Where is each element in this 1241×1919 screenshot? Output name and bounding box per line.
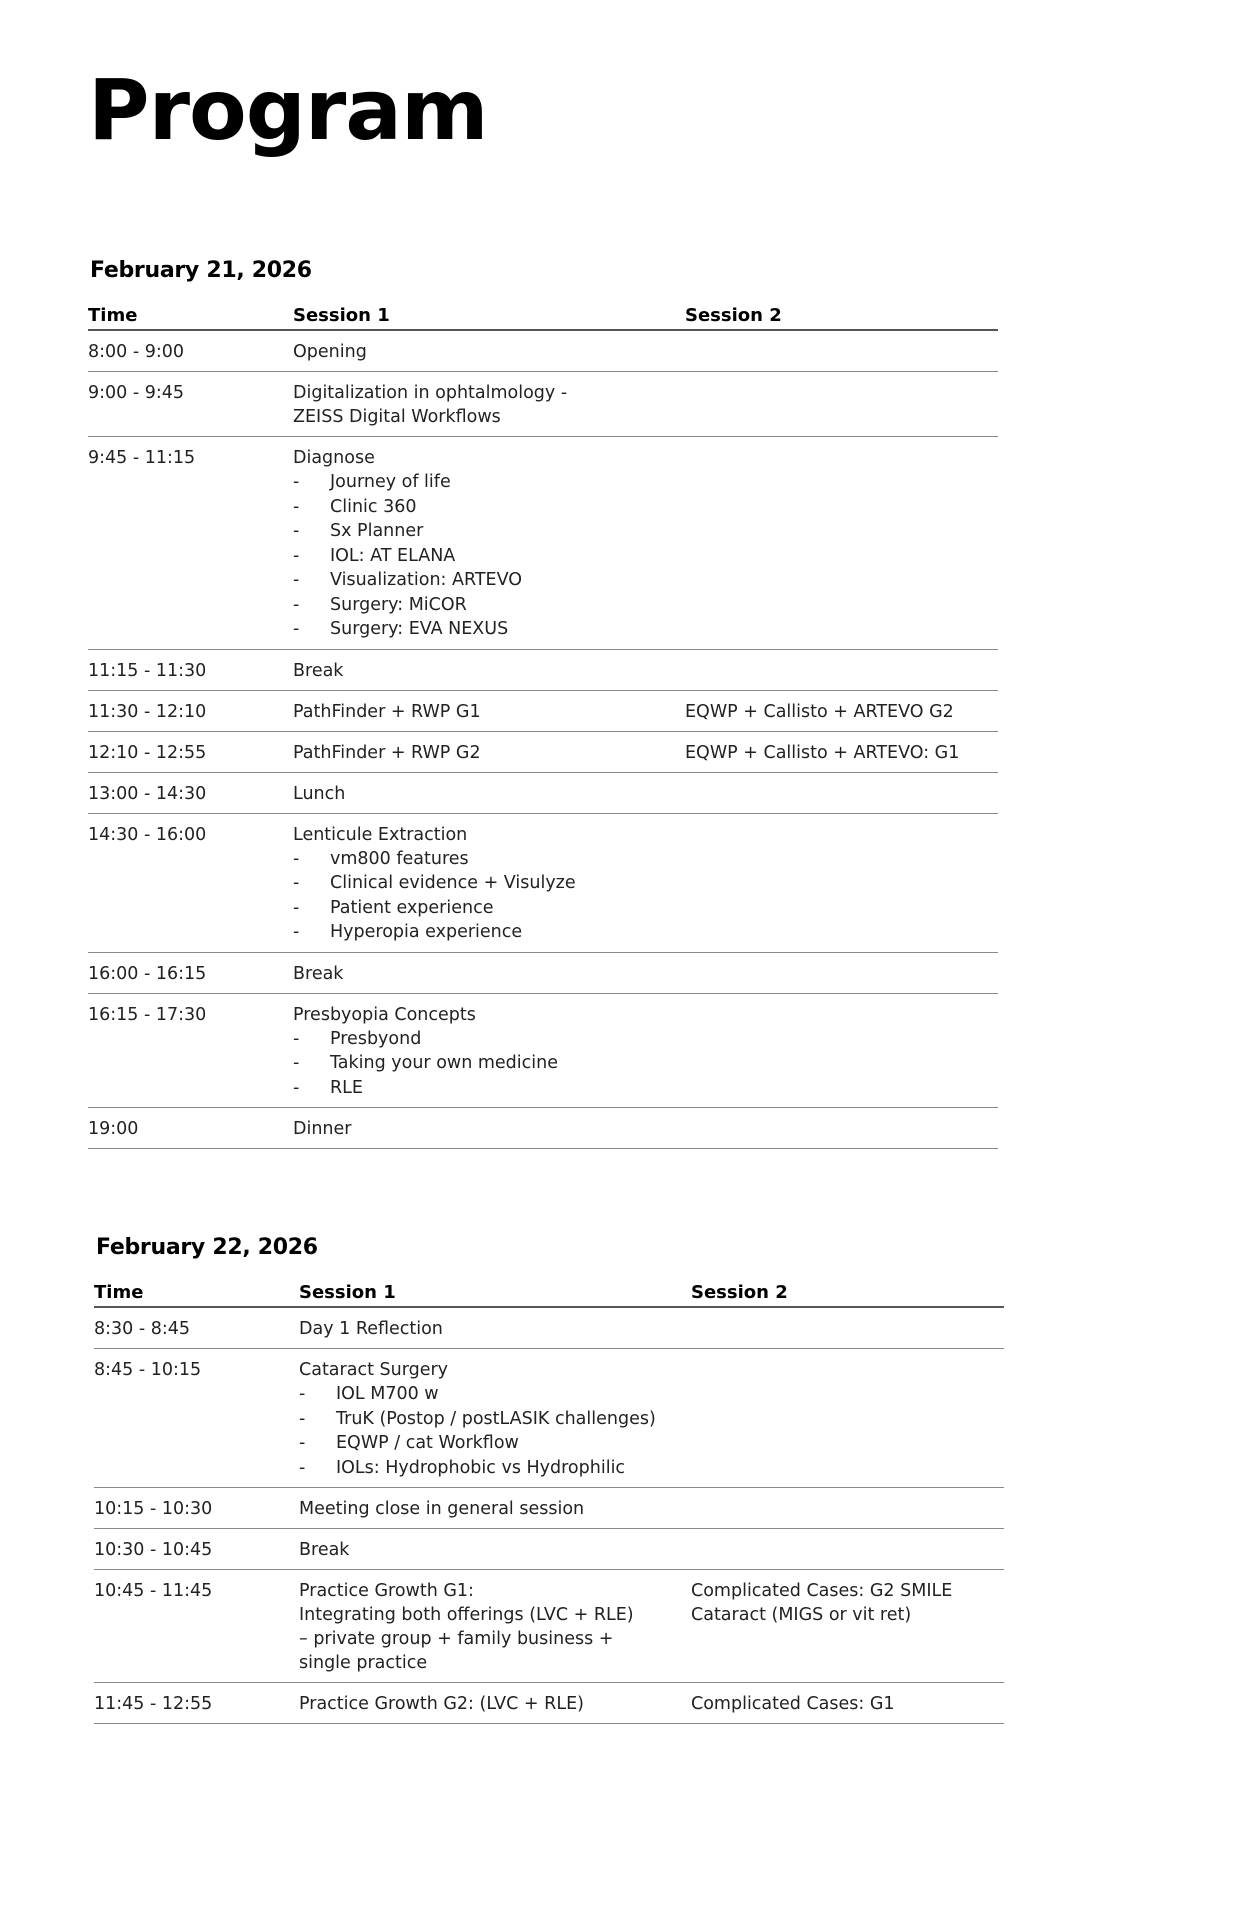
session-title-line: – private group + family business + [299,1629,614,1649]
table-row [94,1488,1004,1529]
session-title-line: Day 1 Reflection [299,1319,443,1339]
session-title-line: EQWP + Callisto + ARTEVO: G1 [685,742,960,763]
table-row [88,372,998,437]
topic-label: Surgery: EVA NEXUS [330,619,509,639]
session-1-cell [293,690,685,731]
schedule-body [88,330,998,1149]
topic-item [293,896,685,921]
session-title-line: Complicated Cases: G1 [691,1694,895,1714]
session-1-cell [299,1683,691,1724]
table-row [94,1349,1004,1488]
session-title-line: Lunch [293,783,346,804]
dash-bullet-icon: - [293,922,300,942]
dash-bullet-icon: - [293,619,300,639]
column-header-time: Time [94,1282,299,1307]
session-2-cell [685,690,998,731]
time-cell: 16:15 - 17:30 [88,993,293,1108]
session-1-cell [299,1488,691,1529]
topic-label: Journey of life [330,472,451,492]
session-title-line: single practice [299,1653,428,1673]
topic-label: Taking your own medicine [330,1053,558,1073]
session-title-line: Lenticule Extraction [293,824,468,845]
topic-item [299,1382,691,1407]
session-2-cell [685,437,998,650]
table-row [94,1307,1004,1349]
table-row [88,690,998,731]
session-2-cell [685,993,998,1108]
topic-item [293,470,685,495]
topic-label: Visualization: ARTEVO [330,570,523,590]
day-date: February 21, 2026 [90,258,312,283]
time-cell: 9:00 - 9:45 [88,372,293,437]
table-row [88,1108,998,1149]
time-cell: 12:10 - 12:55 [88,731,293,772]
session-title-line: Practice Growth G2: (LVC + RLE) [299,1694,584,1714]
topic-item [293,617,685,642]
time-cell: 10:45 - 11:45 [94,1570,299,1683]
schedule-body [94,1307,1004,1724]
table-row [88,330,998,372]
session-2-cell [691,1349,1004,1488]
session-1-cell [293,372,685,437]
session-2-cell [691,1307,1004,1349]
table-row [88,772,998,813]
column-header-session-2: Session 2 [691,1282,1004,1307]
topic-list [299,1382,691,1480]
time-cell: 8:00 - 9:00 [88,330,293,372]
time-cell: 9:45 - 11:15 [88,437,293,650]
column-header-time: Time [88,305,293,330]
topic-item [299,1407,691,1432]
table-row [94,1683,1004,1724]
page-title: Program [88,61,488,159]
session-title-line: Opening [293,342,367,362]
topic-label: Sx Planner [330,521,424,541]
dash-bullet-icon: - [293,570,300,590]
session-title-line: Meeting close in general session [299,1499,585,1519]
dash-bullet-icon: - [293,545,300,566]
topic-list [293,847,685,945]
topic-label: Presbyond [330,1028,422,1049]
topic-item [299,1431,691,1456]
session-1-cell [293,437,685,650]
schedule-table [94,1282,1004,1724]
session-title-line: Complicated Cases: G2 SMILE [691,1581,953,1601]
topic-label: Hyperopia experience [330,922,523,942]
session-2-cell [685,731,998,772]
session-1-cell [293,731,685,772]
topic-item [293,847,685,872]
table-header-row [88,305,998,330]
day-section-feb-22 [94,1235,1004,1724]
session-title-line: Presbyopia Concepts [293,1004,476,1025]
session-1-cell [299,1349,691,1488]
dash-bullet-icon: - [293,1028,300,1049]
session-1-cell [299,1529,691,1570]
topic-label: IOL M700 w [336,1384,439,1404]
session-1-cell [299,1570,691,1683]
topic-item [293,920,685,945]
table-row [88,731,998,772]
session-1-cell [299,1307,691,1349]
topic-label: vm800 features [330,848,469,869]
dash-bullet-icon: - [293,848,300,869]
topic-item [293,1027,685,1052]
time-cell: 11:30 - 12:10 [88,690,293,731]
topic-label: TruK (Postop / postLASIK challenges) [336,1408,656,1429]
session-title-line: Integrating both offerings (LVC + RLE) [299,1605,634,1625]
session-2-cell [691,1570,1004,1683]
session-1-cell [293,813,685,952]
dash-bullet-icon: - [293,897,300,918]
session-2-cell [685,330,998,372]
topic-label: Clinic 360 [330,496,417,517]
session-title-line: Cataract (MIGS or vit ret) [691,1605,912,1625]
session-title-line: Dinner [293,1119,352,1139]
topic-label: EQWP / cat Workflow [336,1433,519,1453]
table-row [88,993,998,1108]
dash-bullet-icon: - [293,1053,300,1073]
time-cell: 16:00 - 16:15 [88,952,293,993]
topic-item [293,495,685,520]
table-row [88,952,998,993]
time-cell: 13:00 - 14:30 [88,772,293,813]
session-title-line: Digitalization in ophtalmology - [293,383,568,403]
topic-item [293,593,685,618]
topic-item [293,519,685,544]
session-1-cell [293,952,685,993]
topic-item [293,1051,685,1076]
table-row [88,649,998,690]
session-2-cell [691,1488,1004,1529]
time-cell: 14:30 - 16:00 [88,813,293,952]
topic-item [299,1456,691,1481]
session-title-line: Break [293,660,344,681]
dash-bullet-icon: - [299,1408,306,1429]
table-row [94,1570,1004,1683]
session-title-line: Practice Growth G1: [299,1581,474,1601]
dash-bullet-icon: - [299,1457,306,1478]
session-title-line: Cataract Surgery [299,1360,449,1380]
schedule-table [88,305,998,1149]
session-title-line: EQWP + Callisto + ARTEVO G2 [685,701,954,722]
session-2-cell [685,772,998,813]
dash-bullet-icon: - [299,1384,306,1404]
session-1-cell [293,993,685,1108]
time-cell: 11:15 - 11:30 [88,649,293,690]
time-cell: 8:30 - 8:45 [94,1307,299,1349]
dash-bullet-icon: - [299,1433,306,1453]
time-cell: 10:30 - 10:45 [94,1529,299,1570]
topic-item [293,568,685,593]
session-title-line: PathFinder + RWP G1 [293,701,481,722]
session-2-cell [691,1529,1004,1570]
topic-item [293,544,685,569]
topic-label: RLE [330,1077,363,1098]
dash-bullet-icon: - [293,521,300,541]
table-row [88,437,998,650]
session-1-cell [293,772,685,813]
session-title-line: Break [299,1540,350,1560]
dash-bullet-icon: - [293,496,300,517]
time-cell: 11:45 - 12:55 [94,1683,299,1724]
column-header-session-2: Session 2 [685,305,998,330]
topic-list [293,470,685,642]
topic-label: IOLs: Hydrophobic vs Hydrophilic [336,1457,626,1478]
topic-label: Clinical evidence + Visulyze [330,873,576,893]
session-title-line: Diagnose [293,448,375,468]
session-2-cell [691,1683,1004,1724]
topic-item [293,1076,685,1101]
topic-list [293,1027,685,1101]
column-header-session-1: Session 1 [293,305,685,330]
dash-bullet-icon: - [293,594,300,615]
session-2-cell [685,649,998,690]
day-section-feb-21 [88,258,998,1149]
session-title-line: PathFinder + RWP G2 [293,742,481,763]
session-2-cell [685,372,998,437]
topic-label: Surgery: MiCOR [330,594,467,615]
topic-label: Patient experience [330,897,494,918]
dash-bullet-icon: - [293,873,300,893]
session-2-cell [685,1108,998,1149]
table-header-row [94,1282,1004,1307]
session-1-cell [293,1108,685,1149]
dash-bullet-icon: - [293,1077,300,1098]
session-1-cell [293,330,685,372]
table-row [88,813,998,952]
time-cell: 10:15 - 10:30 [94,1488,299,1529]
time-cell: 19:00 [88,1108,293,1149]
session-title-line: Break [293,963,344,984]
table-row [94,1529,1004,1570]
topic-label: IOL: AT ELANA [330,545,456,566]
dash-bullet-icon: - [293,472,300,492]
day-date: February 22, 2026 [96,1235,318,1260]
column-header-session-1: Session 1 [299,1282,691,1307]
topic-item [293,871,685,896]
session-2-cell [685,952,998,993]
session-1-cell [293,649,685,690]
session-title-line: ZEISS Digital Workflows [293,407,501,427]
time-cell: 8:45 - 10:15 [94,1349,299,1488]
session-2-cell [685,813,998,952]
